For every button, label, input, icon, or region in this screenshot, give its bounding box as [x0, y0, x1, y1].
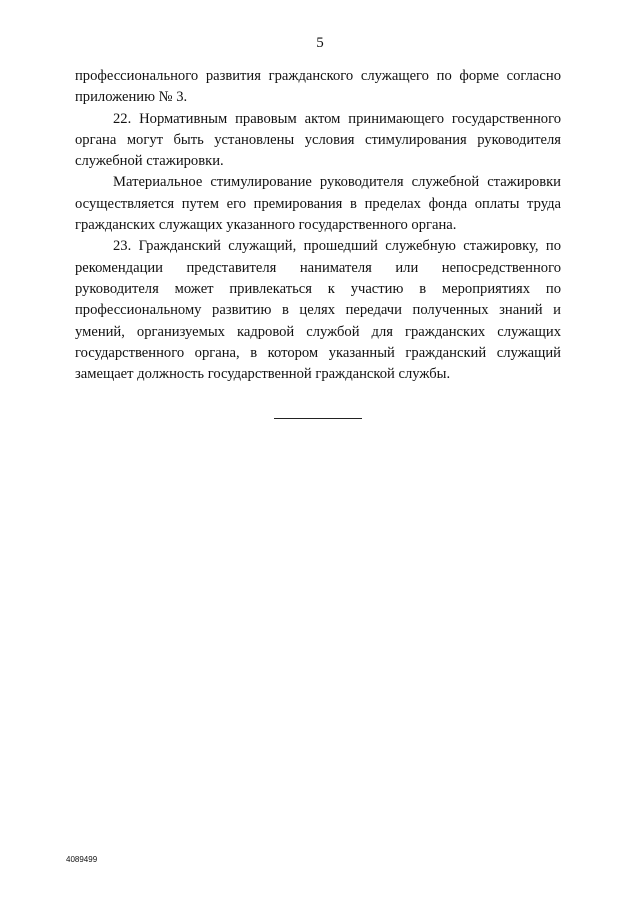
paragraph-continuation: профессионального развития гражданского служащего по форме согласно приложению № 3. [75, 68, 561, 106]
paragraph-material-incentive: Материальное стимулирование руководителя служебной стажировки осуществляется путем его премирования в пределах фонда оплаты труда гражданских служащих указанного государственного органа. [75, 174, 561, 234]
end-of-text-rule [274, 418, 362, 419]
document-id: 4089499 [66, 855, 98, 864]
paragraph-clause-22: 22. Нормативным правовым актом принимающего государственного органа могут быть установлены условия стимулирования руководителя служебной стажировки. [75, 110, 561, 170]
paragraph-clause-23: 23. Гражданский служащий, прошедший служебную стажировку, по рекомендации представителя нанимателя или непосредственного руководителя может привлекаться к участию в мероприятиях по профессиональному развитию в целях передачи полученных знаний и умений, организуемых кадровой службой для гражданских служащих государственного органа, в котором указанный гражданский служащий замещает должность государственной гражданской службы. [75, 238, 561, 383]
page-number: 5 [316, 35, 324, 51]
document-body [75, 66, 561, 385]
